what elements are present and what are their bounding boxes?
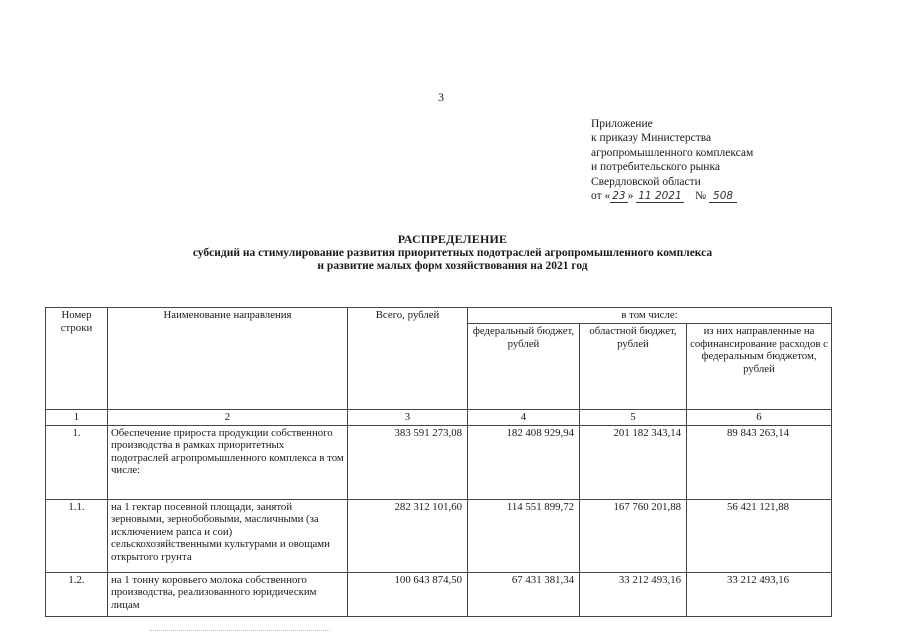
row-federal: 114 551 899,72 [468, 499, 580, 572]
row-number: 1.2. [46, 572, 108, 616]
order-date-line [591, 189, 753, 203]
handwritten-month-year: 11 2021 [638, 190, 682, 203]
row-name: на 1 тонну коровьего молока собственного производства, реализованного юридическим лицам [108, 572, 348, 616]
row-federal: 182 408 929,94 [468, 425, 580, 499]
column-number: 2 [108, 410, 348, 426]
column-number: 1 [46, 410, 108, 426]
header-including: в том числе: [468, 308, 832, 324]
column-number: 6 [687, 410, 832, 426]
row-total: 282 312 101,60 [348, 499, 468, 572]
title-line-3: и развитие малых форм хозяйствования на 2021 год [317, 260, 588, 272]
title-line-2: субсидий на стимулирование развития приоритетных подотраслей агропромышленного комплекса [192, 246, 713, 259]
appendix-line: к приказу Министерства [591, 132, 712, 145]
table-row [46, 499, 832, 572]
appendix-block [591, 117, 753, 203]
row-total: 100 643 874,50 [348, 572, 468, 616]
number-prefix: № [695, 190, 707, 203]
column-number: 4 [468, 410, 580, 426]
column-number: 3 [348, 410, 468, 426]
handwritten-order-number: 508 [709, 190, 737, 203]
row-number: 1.1. [46, 499, 108, 572]
row-federal: 67 431 381,34 [468, 572, 580, 616]
row-number: 1. [46, 425, 108, 499]
scan-artifact-divider [150, 630, 330, 632]
row-cofinancing: 56 421 121,88 [687, 499, 832, 572]
header-total: Всего, рублей [348, 308, 468, 410]
header-name: Наименование направления [108, 308, 348, 410]
date-separator: » [627, 190, 634, 203]
appendix-line: Свердловской области [591, 175, 701, 188]
row-cofinancing: 89 843 263,14 [687, 425, 832, 499]
row-regional: 33 212 493,16 [580, 572, 687, 616]
table-row [46, 425, 832, 499]
title-line-1: РАСПРЕДЕЛЕНИЕ [397, 232, 508, 246]
appendix-line: Приложение [591, 118, 653, 130]
header-regional: областной бюджет, рублей [580, 324, 687, 410]
row-name: Обеспечение прироста продукции собственного производства в рамках приоритетных подотраслей агропромышленного комплекса в том числе: [108, 425, 348, 499]
column-number: 5 [580, 410, 687, 426]
row-name: на 1 гектар посевной площади, занятой зерновыми, зернобобовыми, масличными (за исключением рапса и сои) сельскохозяйственными культурами и овощами открытого грунта [108, 499, 348, 572]
date-prefix: от « [591, 190, 611, 203]
handwritten-day: 23 [612, 190, 626, 203]
appendix-line: и потребительского рынка [591, 161, 720, 174]
row-cofinancing: 33 212 493,16 [687, 572, 832, 616]
page-number: 3 [438, 90, 444, 104]
row-total: 383 591 273,08 [348, 425, 468, 499]
table-row [46, 572, 832, 616]
appendix-line: агропромышленного комплексам [591, 146, 754, 159]
header-cofinancing: из них направленные на софинансирование расходов с федеральным бюджетом, рублей [687, 324, 832, 410]
row-regional: 201 182 343,14 [580, 425, 687, 499]
document-title [0, 233, 905, 274]
row-regional: 167 760 201,88 [580, 499, 687, 572]
header-federal: федеральный бюджет, рублей [468, 324, 580, 410]
distribution-table [45, 307, 832, 617]
header-row-number: Номер строки [46, 308, 108, 410]
